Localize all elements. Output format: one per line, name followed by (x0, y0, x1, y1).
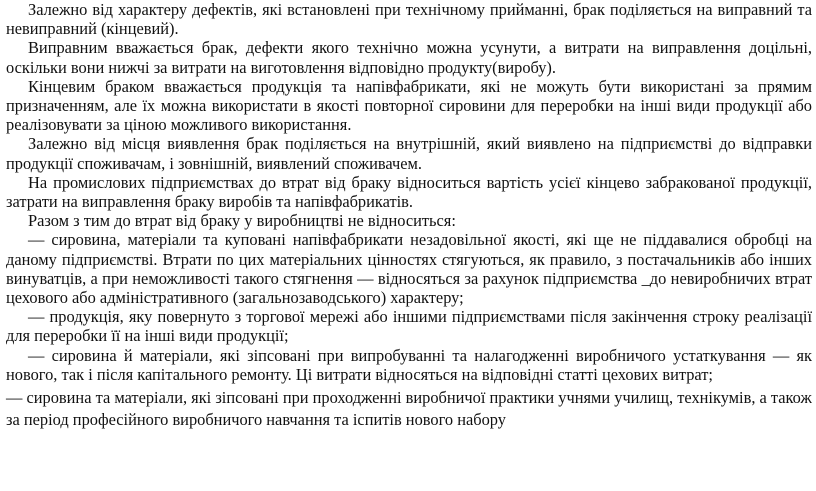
paragraph-final-defect: Кінцевим браком вважається продукція та напівфабрикати, які не можуть бути використані за прямим призначенням, але їх можна використати в якості повторної сировини для переробки на інші види продукції або реалізовувати за ціною можливого використання. (6, 76, 812, 135)
paragraph-industrial-losses: На промислових підприємствах до втрат від браку відноситься вартість усієї кінцево забракованої продукції, затрати на виправлення браку виробів та напівфабрикатів. (6, 172, 812, 212)
paragraph-defect-types: Залежно від характеру дефектів, які встановлені при технічному прийманні, брак поділяється на виправний та невиправний (кінцевий). (6, 0, 812, 39)
paragraph-not-included-intro: Разом з тим до втрат від браку у виробництві не відноситься: (28, 211, 456, 231)
list-item-practice-training: — сировина та матеріали, які зіпсовані при проходженні виробничої практики учнями училищ, технікумів, а також за період професійного виробничого навчання та іспитів нового набору (6, 388, 812, 430)
paragraph-detection-place: Залежно від місця виявлення брак поділяється на внутрішній, який виявлено на підприємстві до відправки продукції споживачам, і зовнішній, виявлений споживачем. (6, 134, 812, 173)
list-item-raw-materials: — сировина, матеріали та куповані напівфабрикати незадовільної якості, які ще не піддавалися обробці на даному підприємстві. Втрати по цих матеріальних цінностях стягуються, як правило, з постачальників або інших винуватців, а при неможливості такого стягнення — відносяться за рахунок підприємства _до невиробничих втрат цехового або адміністративного (загальнозаводського) характеру; (6, 230, 812, 308)
document-page (6, 0, 812, 431)
paragraph-correctable-defect: Виправним вважається брак, дефекти якого технічно можна усунути, а витрати на виправлення доцільні, оскільки вони нижчі за витрати на виготовлення відповідно продукту(виробу). (6, 38, 812, 77)
list-item-returned-products: — продукція, яку повернуто з торгової мережі або іншими підприємствами після закінчення строку реалізації для переробки її на інші види продукції; (6, 307, 812, 346)
list-item-equipment-testing: — сировина й матеріали, які зіпсовані при випробуванні та налагодженні виробничого устаткування — як нового, так і після капітального ремонту. Ці витрати відносяться на відповідні статті цехових витрат; (6, 345, 812, 384)
